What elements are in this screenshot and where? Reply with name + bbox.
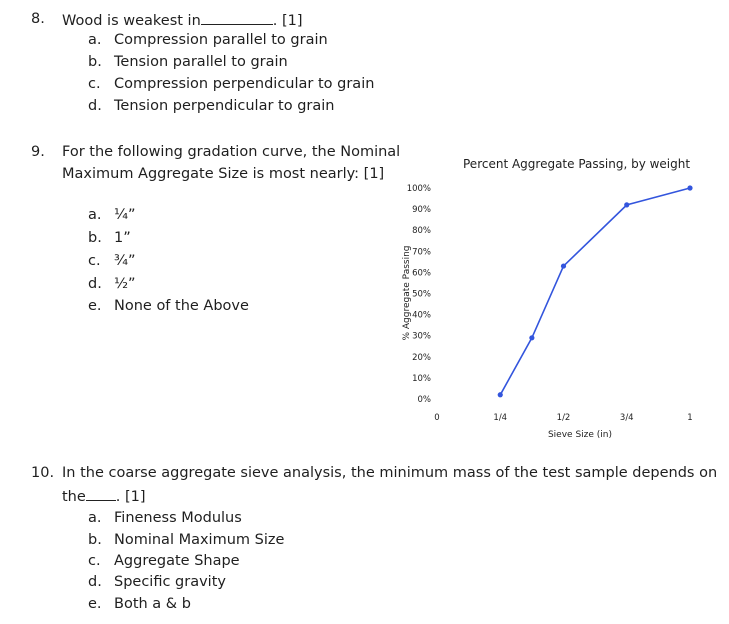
option-letter: b. [88,230,102,246]
chart-x-axis-label: Sieve Size (in) [547,430,613,440]
option-text: Fineness Modulus [114,510,242,526]
option-letter: d. [88,276,102,292]
chart-points [498,185,693,397]
q9-number: 9. [31,144,45,160]
option-letter: e. [88,596,102,612]
gradation-chart [395,172,715,444]
q9-stem-line1: For the following gradation curve, the Nominal [62,144,401,160]
q8-mark: . [1] [272,13,303,29]
y-tick-label: 80% [412,226,431,237]
q10-number: 10. [31,465,55,481]
data-point [687,185,692,190]
q8-option-c [88,76,374,92]
option-letter: b. [88,532,102,548]
x-tick-label: 1/2 [556,413,571,423]
chart-title: Percent Aggregate Passing, by weight [463,157,691,171]
option-letter: b. [88,54,102,70]
option-text: None of the Above [114,298,249,314]
q10-option-c [88,553,240,569]
option-text: Aggregate Shape [114,553,240,569]
option-text: ¼” [114,207,136,223]
q10-answer-blank [86,487,116,501]
y-tick-label: 60% [412,268,431,279]
data-point [498,392,503,397]
q9-option-e [88,298,249,314]
q10-stem-text: the [62,489,86,505]
y-tick-label: 0% [417,395,431,405]
q9-option-d [88,276,136,292]
y-tick-label: 20% [412,352,431,363]
data-point [561,263,566,268]
data-point [624,202,629,207]
option-letter: c. [88,253,101,269]
gradation-curve [500,188,690,395]
option-text: Compression perpendicular to grain [114,76,375,92]
option-text: Tension parallel to grain [114,54,288,70]
q10-mark: . [1] [115,489,146,505]
option-letter: c. [88,76,101,92]
q9-option-b [88,230,131,246]
option-letter: a. [88,32,102,48]
option-text: 1” [114,230,131,246]
option-letter: d. [88,98,102,114]
chart-y-axis-label: % Aggregate Passing [402,245,412,341]
y-tick-label: 30% [412,331,431,342]
q8-option-d [88,98,334,114]
x-tick-label: 1 [687,413,693,423]
option-text: ¾” [114,253,136,269]
x-tick-label: 1/4 [493,413,508,423]
y-tick-label: 70% [412,247,431,258]
option-text: Tension perpendicular to grain [114,98,335,114]
data-point [529,335,534,340]
q10-option-e [88,596,191,612]
y-tick-label: 10% [412,373,431,384]
y-tick-label: 40% [412,310,431,321]
option-letter: c. [88,553,101,569]
q10-option-b [88,532,284,548]
q9-stem-line2: Maximum Aggregate Size is most nearly: [1] [62,166,385,182]
option-text: Specific gravity [114,574,226,590]
x-tick-label: 0 [434,413,440,423]
q8-stem [62,11,303,29]
q10-option-a [88,510,242,526]
q9-option-c [88,253,136,269]
q10-stem-line2 [62,487,146,505]
q10-option-d [88,574,226,590]
x-tick-label: 3/4 [619,413,634,423]
q8-stem-text: Wood is weakest in [62,13,201,29]
option-letter: e. [88,298,102,314]
option-letter: a. [88,510,102,526]
q9-option-a [88,207,136,223]
q8-option-b [88,54,288,70]
q8-answer-blank [201,11,273,25]
option-letter: d. [88,574,102,590]
option-text: Both a & b [114,596,191,612]
y-tick-label: 50% [412,289,431,300]
option-text: Compression parallel to grain [114,32,328,48]
q8-option-a [88,32,328,48]
y-tick-label: 100% [406,184,431,194]
q8-number: 8. [31,11,45,27]
option-text: ½” [114,276,136,292]
chart-x-ticks [434,413,692,423]
option-text: Nominal Maximum Size [114,532,285,548]
option-letter: a. [88,207,102,223]
q10-stem-line1: In the coarse aggregate sieve analysis, the minimum mass of the test sample depends on [62,465,718,481]
y-tick-label: 90% [412,205,431,216]
